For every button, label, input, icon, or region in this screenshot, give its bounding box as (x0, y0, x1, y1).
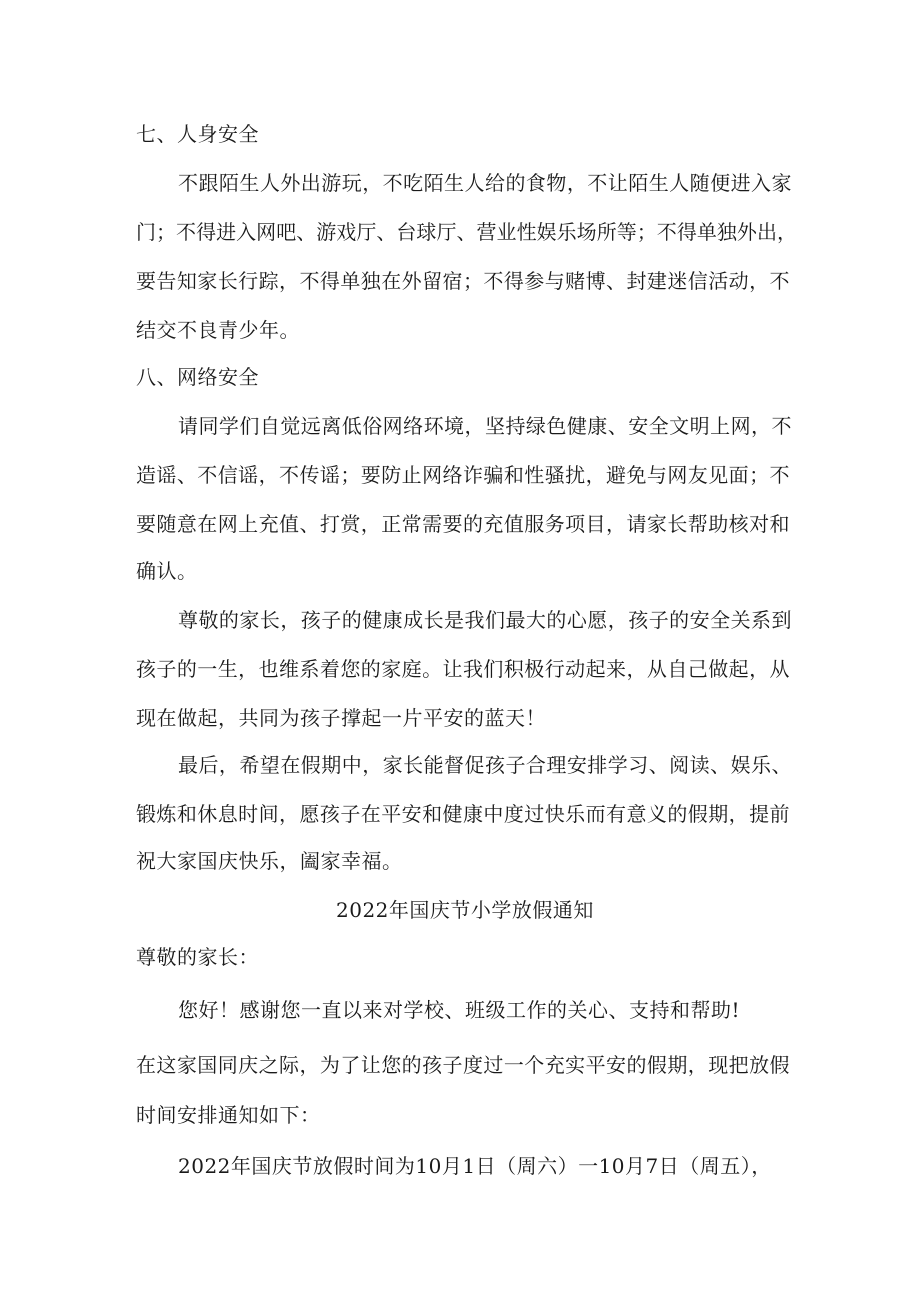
paragraph-line: 确认。 (136, 559, 198, 583)
section-heading-personal-safety: 七、人身安全 (136, 122, 259, 146)
paragraph-line: 造谣、不信谣，不传谣；要防止网络诈骗和性骚扰，避免与网友见面；不 (136, 463, 790, 487)
section-heading-network-safety: 八、网络安全 (136, 365, 259, 389)
paragraph-line: 不跟陌生人外出游玩，不吃陌生人给的食物，不让陌生人随便进入家 (178, 171, 792, 195)
paragraph-line: 请同学们自觉远离低俗网络环境，坚持绿色健康、安全文明上网，不 (178, 414, 792, 438)
paragraph-line: 结交不良青少年。 (136, 318, 300, 342)
paragraph-line: 尊敬的家长，孩子的健康成长是我们最大的心愿，孩子的安全关系到 (178, 608, 792, 632)
paragraph-line: 门；不得进入网吧、游戏厅、台球厅、营业性娱乐场所等；不得单独外出， (136, 220, 798, 244)
paragraph-line: 孩子的一生，也维系着您的家庭。让我们积极行动起来，从自己做起，从 (136, 657, 790, 681)
paragraph-line: 要随意在网上充值、打赏，正常需要的充值服务项目，请家长帮助核对和 (136, 512, 790, 536)
paragraph-line: 祝大家国庆快乐，阖家幸福。 (136, 849, 403, 873)
notice-salutation: 尊敬的家长： (136, 945, 259, 969)
notice-greeting: 您好！感谢您一直以来对学校、班级工作的关心、支持和帮助! (178, 998, 741, 1022)
paragraph-line: 最后，希望在假期中，家长能督促孩子合理安排学习、阅读、娱乐、 (178, 753, 792, 777)
notice-schedule-line: 2022年国庆节放假时间为10月1日（周六）一10月7日（周五）， (178, 1154, 772, 1178)
paragraph-line: 要告知家长行踪，不得单独在外留宿；不得参与赌博、封建迷信活动，不 (136, 269, 790, 293)
paragraph-line: 现在做起，共同为孩子撑起一片平安的蓝天！ (136, 706, 546, 730)
notice-title: 2022年国庆节小学放假通知 (336, 898, 594, 922)
paragraph-line: 时间安排通知如下： (136, 1103, 321, 1127)
paragraph-line: 在这家国同庆之际，为了让您的孩子度过一个充实平安的假期，现把放假 (136, 1053, 790, 1077)
paragraph-line: 锻炼和休息时间，愿孩子在平安和健康中度过快乐而有意义的假期，提前 (136, 802, 790, 826)
